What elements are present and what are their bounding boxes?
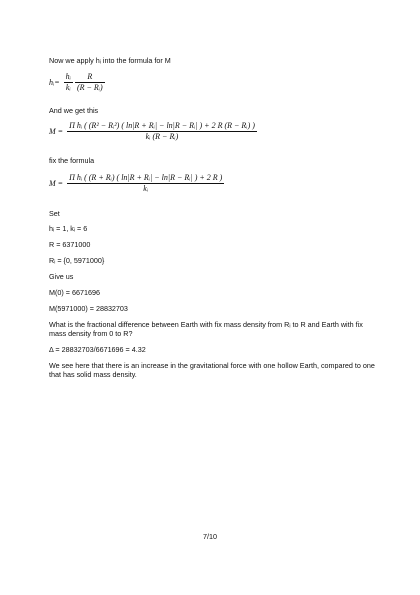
set-line-r: R = 6371000 <box>49 240 91 249</box>
fraction-denominator: (R − Rᵢ) <box>76 83 103 92</box>
fraction-denominator: kᵢ (R − Rᵢ) <box>145 132 179 141</box>
equation-m-full <box>49 121 257 142</box>
question-paragraph: What is the fractional difference between Earth with fix mass density from Rᵢ to R and Earth with fix mass density from 0 to R? <box>49 320 363 338</box>
intro-text: Now we apply hᵢ into the formula for M <box>49 56 171 65</box>
fraction-hi-ki <box>64 72 73 93</box>
result-m5971000: M(5971000) = 28832703 <box>49 304 128 313</box>
fraction-numerator: hᵢ <box>65 72 71 81</box>
equation-m-fixed <box>49 173 224 194</box>
fraction-numerator: Π hᵢ ( (R + Rᵢ) ( ln|R + Rᵢ| − ln|R − Rᵢ| ) + 2 R ) <box>69 173 223 182</box>
set-line-ri: Rᵢ = {0, 5971000} <box>49 256 105 265</box>
give-us-text: Give us <box>49 272 74 281</box>
fraction-denominator: kᵢ <box>143 184 149 193</box>
fix-formula-text: fix the formula <box>49 156 95 165</box>
equation-hi-lhs: hᵢ= <box>49 78 60 87</box>
result-m0: M(0) = 6671696 <box>49 288 100 297</box>
delta-result: Δ = 28832703/6671696 = 4.32 <box>49 345 146 354</box>
set-line-hi-ki: hᵢ = 1, kᵢ = 6 <box>49 224 88 233</box>
fraction-denominator: kᵢ <box>65 83 71 92</box>
fraction-r-over-diff <box>75 72 105 93</box>
fraction-numerator: Π hᵢ ( (R² − Rᵢ²) ( ln|R + Rᵢ| − ln|R − Rᵢ| ) + 2 R (R − Rᵢ) ) <box>69 121 255 130</box>
and-we-get-text: And we get this <box>49 106 99 115</box>
equation-hi <box>49 72 105 93</box>
fraction-numerator: R <box>75 72 105 83</box>
fraction-m-full <box>67 121 257 142</box>
page-number: 7/10 <box>203 532 217 541</box>
conclusion-paragraph: We see here that there is an increase in the gravitational force with one hollow Earth, compared to one that has solid mass density. <box>49 361 375 379</box>
fraction-m-fixed <box>67 173 224 194</box>
equation-m-fixed-lhs: M = <box>49 179 64 188</box>
set-label: Set <box>49 209 60 218</box>
equation-m-lhs: M = <box>49 127 64 136</box>
